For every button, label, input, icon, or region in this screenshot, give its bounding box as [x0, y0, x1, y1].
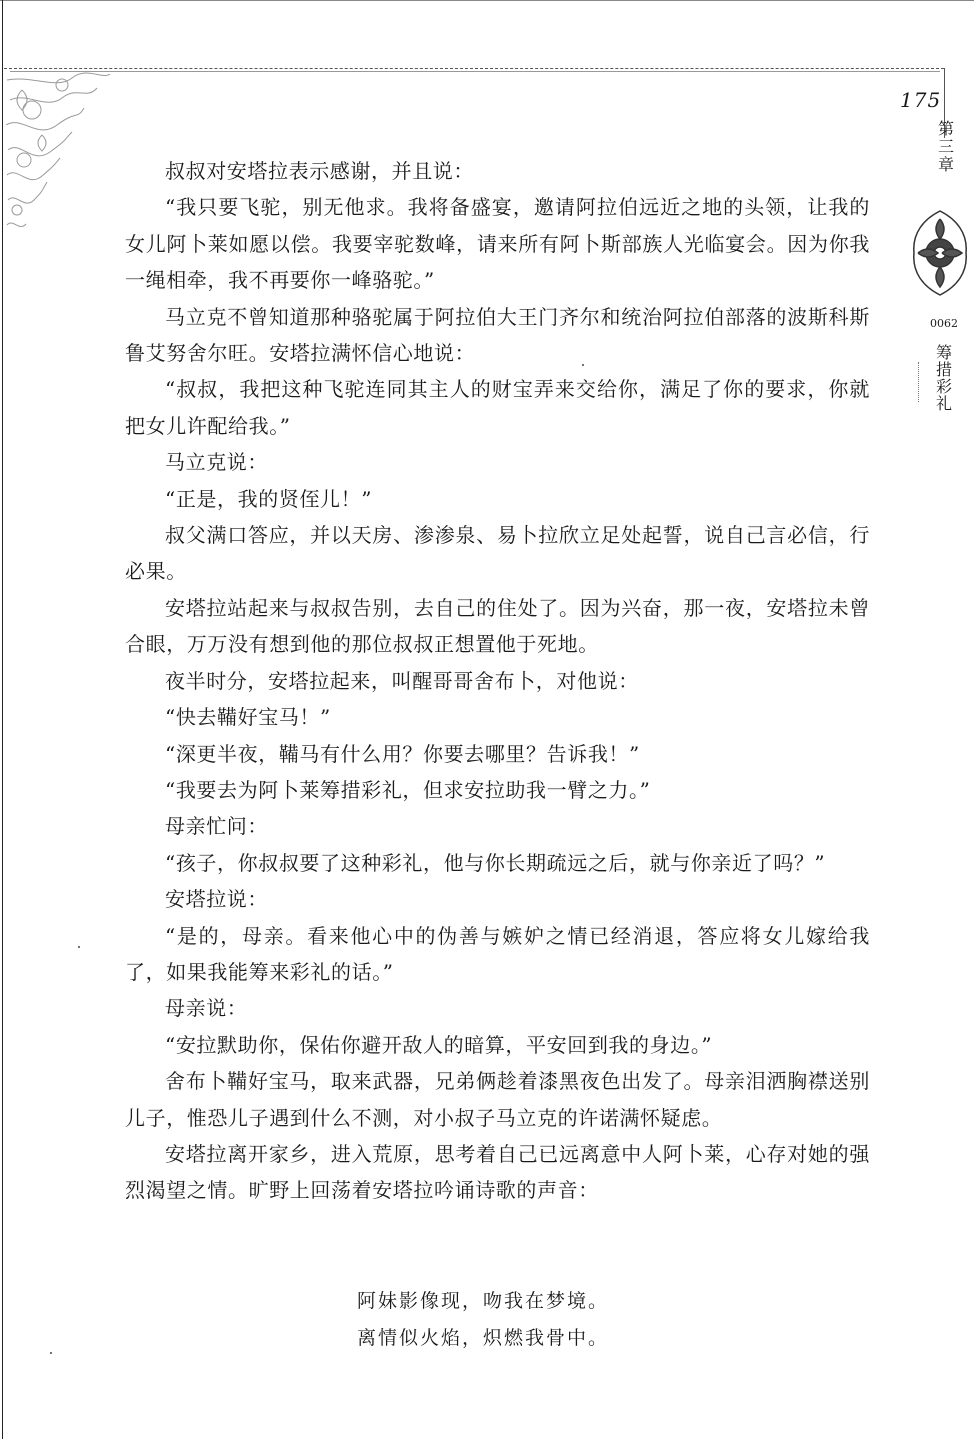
section-code: 0062: [930, 317, 958, 330]
header-rule: [4, 68, 944, 69]
paragraph: 母亲说：: [165, 996, 248, 1021]
paragraph: 马立克说：: [165, 450, 268, 475]
paragraph: “快去鞴好宝马！”: [165, 705, 331, 730]
paragraph: “叔叔，我把这种飞驼连同其主人的财宝弄来交给你，满足了你的要求，你就把女儿许配给我。”: [125, 377, 870, 438]
paragraph: 舍布卜鞴好宝马，取来武器，兄弟俩趁着漆黑夜色出发了。母亲泪洒胸襟送别儿子，惟恐儿子遇到什么不测，对小叔子马立克的许诺满怀疑虑。: [125, 1069, 870, 1130]
paragraph: 安塔拉站起来与叔叔告别，去自己的住处了。因为兴奋，那一夜，安塔拉未曾合眼，万万没有想到他的那位叔叔正想置他于死地。: [125, 595, 870, 657]
page-top-edge: [0, 0, 974, 1]
poem-line: 离情似火焰，炽燃我骨中。: [357, 1327, 610, 1349]
poem-line: 阿妹影像现，吻我在梦境。: [357, 1290, 610, 1312]
corner-ornament: [2, 70, 112, 260]
paragraph: 夜半时分，安塔拉起来，叫醒哥哥舍布卜，对他说：: [165, 668, 639, 693]
margin-dotted-line: [918, 362, 920, 402]
paragraph: 母亲忙问：: [165, 814, 268, 839]
page-number: 175: [900, 88, 942, 112]
paragraph: 马立克不曾知道那种骆驼属于阿拉伯大王门齐尔和统治阿拉伯部落的波斯科斯鲁艾努舍尔旺。安塔拉满怀信心地说：: [125, 304, 870, 366]
paragraph: 叔叔对安塔拉表示感谢，并且说：: [165, 159, 474, 183]
paragraph: 叔父满口答应，并以天房、渗渗泉、易卜拉欣立足处起誓，说自己言必信，行必果。: [125, 523, 870, 584]
poem: [357, 1283, 757, 1357]
paragraph: 安塔拉离开家乡，进入荒原，思考着自己已远离意中人阿卜莱，心存对她的强烈渴望之情。旷野上回荡着安塔拉吟诵诗歌的声音：: [125, 1141, 870, 1203]
body-text: [125, 153, 870, 1209]
paragraph: “安拉默助你，保佑你避开敌人的暗算，平安回到我的身边。”: [165, 1032, 713, 1057]
paragraph: “是的，母亲。看来他心中的伪善与嫉妒之情已经消退，答应将女儿嫁给我了，如果我能筹来彩礼的话。”: [125, 923, 870, 984]
chapter-ornament: [906, 205, 974, 301]
header-rule-inner: [10, 71, 940, 72]
paragraph: “深更半夜，鞴马有什么用？你要去哪里？告诉我！”: [165, 741, 640, 766]
paragraph: 安塔拉说：: [165, 887, 268, 912]
paragraph: “孩子，你叔叔要了这种彩礼，他与你长期疏远之后，就与你亲近了吗？”: [165, 850, 826, 875]
section-title: 筹措彩礼: [935, 343, 952, 413]
paragraph: “我要去为阿卜莱筹措彩礼，但求安拉助我一臂之力。”: [165, 777, 651, 802]
paragraph: “正是，我的贤侄儿！”: [165, 486, 373, 511]
chapter-label: 第三章: [937, 119, 954, 174]
paragraph: “我只要飞驼，别无他求。我将备盛宴，邀请阿拉伯远近之地的头领，让我的女儿阿卜莱如愿以偿。我要宰驼数峰，请来所有阿卜斯部族人光临宴会。因为你我一绳相牵，我不再要你一峰骆驼。”: [125, 195, 870, 293]
